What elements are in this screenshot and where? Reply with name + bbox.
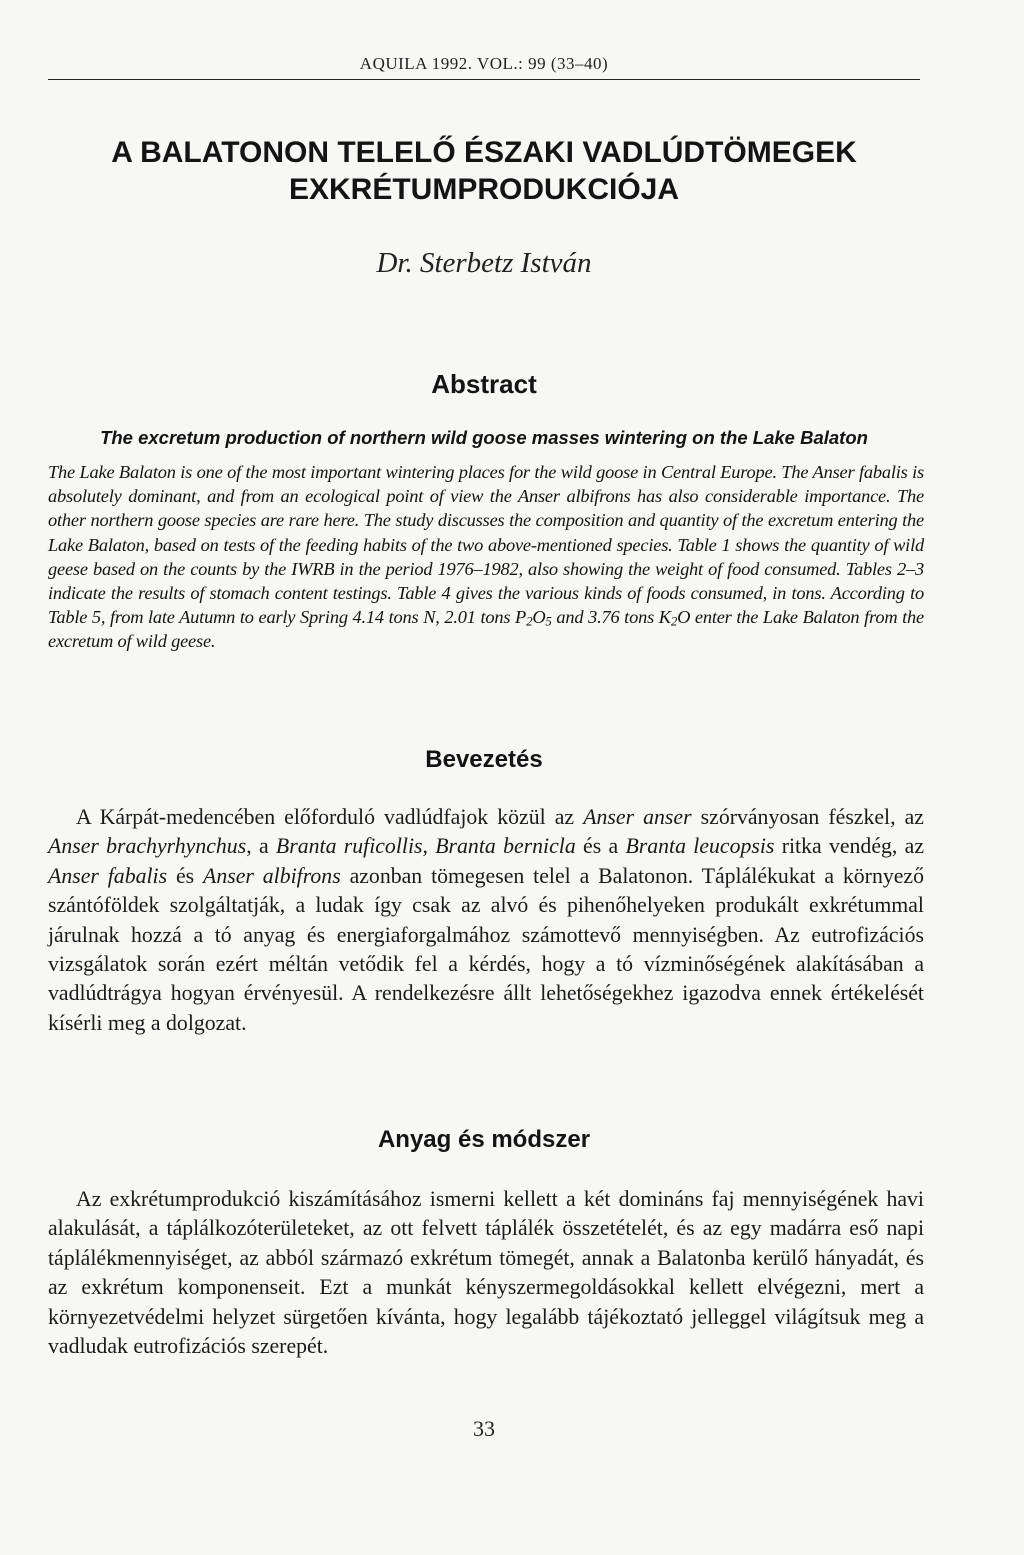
abstract-text-a: The Lake Balaton is one of the most important wintering places for the wild goose in Central Europe. The Anser fabalis is absolutely dominant, and from an ecological point of view the Anser albifrons has also considerable importance. The other northern goose species are rare here. The study discusses the composition and quantity of the excretum entering the Lake Balaton, based on tests of the feeding habits of the two above-mentioned species. Table 1 shows the quantity of wild geese based on the counts by the IWRB in the period 1976–1982, also showing the weight of food consumed. Tables 2–3 indicate the results of stomach content testings. Table 4 gives the various kinds of foods consumed, in tons. According to Table 5, from late Autumn to early Spring 4.14 tons N, 2.01 tons P — [48, 462, 924, 628]
text-run: A Kárpát-medencében előforduló vadlúdfajok közül az — [76, 805, 584, 829]
text-run: azonban tömegesen telel a Balatonon. Táplálékukat a környező szántóföldek szolgáltatják, a ludak így csak az alvó és pihenőhelyeken produkált exkrétummal járulnak hozzá a tó anyag és energiaforgalmához számottevő mennyiségben. Az eutrofizációs vizsgálatok során ezért méltán vetődik fel a kérdés, hogy a tó vízminőségének alakításában a vadlúdtrágya hogyan érvényesül. A rendelkezésre állt lehetőségekhez igazodva ennek értékelését kísérli meg a dolgozat. — [48, 863, 924, 1035]
article-title — [48, 134, 920, 208]
subscript: 2 — [526, 614, 533, 629]
subscript: 2 — [670, 614, 678, 629]
text-run: szórványosan fészkel, az — [691, 805, 924, 829]
species-name: Branta ruficollis, Branta bernicla — [275, 834, 576, 859]
species-name: Anser fabalis — [48, 863, 168, 888]
species-name: Anser albifrons — [203, 863, 341, 888]
running-header: AQUILA 1992. VOL.: 99 (33–40) — [359, 54, 609, 73]
text-run: ritka vendég, az — [774, 834, 924, 859]
intro-paragraph — [48, 803, 924, 1038]
abstract-body — [48, 460, 924, 654]
species-name: Branta leucopsis — [625, 834, 775, 859]
species-name: Anser brachyrhynchus — [48, 834, 247, 859]
header-rule — [48, 79, 920, 80]
abstract-oxide-o: O — [532, 607, 546, 628]
methods-paragraph: Az exkrétumprodukció kiszámításához ismerni kellett a két domináns faj mennyiségének havi alakulását, a táplálkozóterületeket, az ott felvett táplálék összetételét, és az egy madárra eső napi táplálékmennyiséget, az abból származó exkrétum tömegét, annak a Balatonba kerülő hányadát, és az exkrétum komponenseit. Ezt a munkát kényszermegoldásokkal kellett elvégezni, mert a környezetvédelmi helyzet sürgetően kívánta, hogy legalább tájékoztató jelleggel világítsuk meg a vadludak eutrofizációs szerepét. — [48, 1187, 924, 1359]
text-run: és — [167, 863, 204, 888]
section-heading-bevezetes: Bevezetés — [425, 746, 543, 773]
subscript: 5 — [545, 614, 552, 629]
species-name: Anser anser — [583, 805, 692, 829]
author-name: Dr. Sterbetz István — [376, 247, 592, 279]
page-number: 33 — [473, 1416, 495, 1441]
text-run: , a — [246, 834, 276, 859]
section-heading-anyag-es-modszer: Anyag és módszer — [377, 1126, 591, 1153]
abstract-text-c: O enter the Lake Balaton from the excretum of wild geese. — [48, 607, 924, 652]
title-line-1: A BALATONON TELELŐ ÉSZAKI VADLÚDTÖMEGEK — [111, 136, 857, 169]
text-run: és a — [575, 834, 626, 859]
title-line-2: EXKRÉTUMPRODUKCIÓJA — [288, 173, 680, 206]
abstract-text-b: and 3.76 tons K — [551, 607, 671, 628]
abstract-title: The excretum production of northern wild goose masses wintering on the Lake Balaton — [100, 427, 868, 448]
abstract-heading: Abstract — [431, 369, 537, 399]
